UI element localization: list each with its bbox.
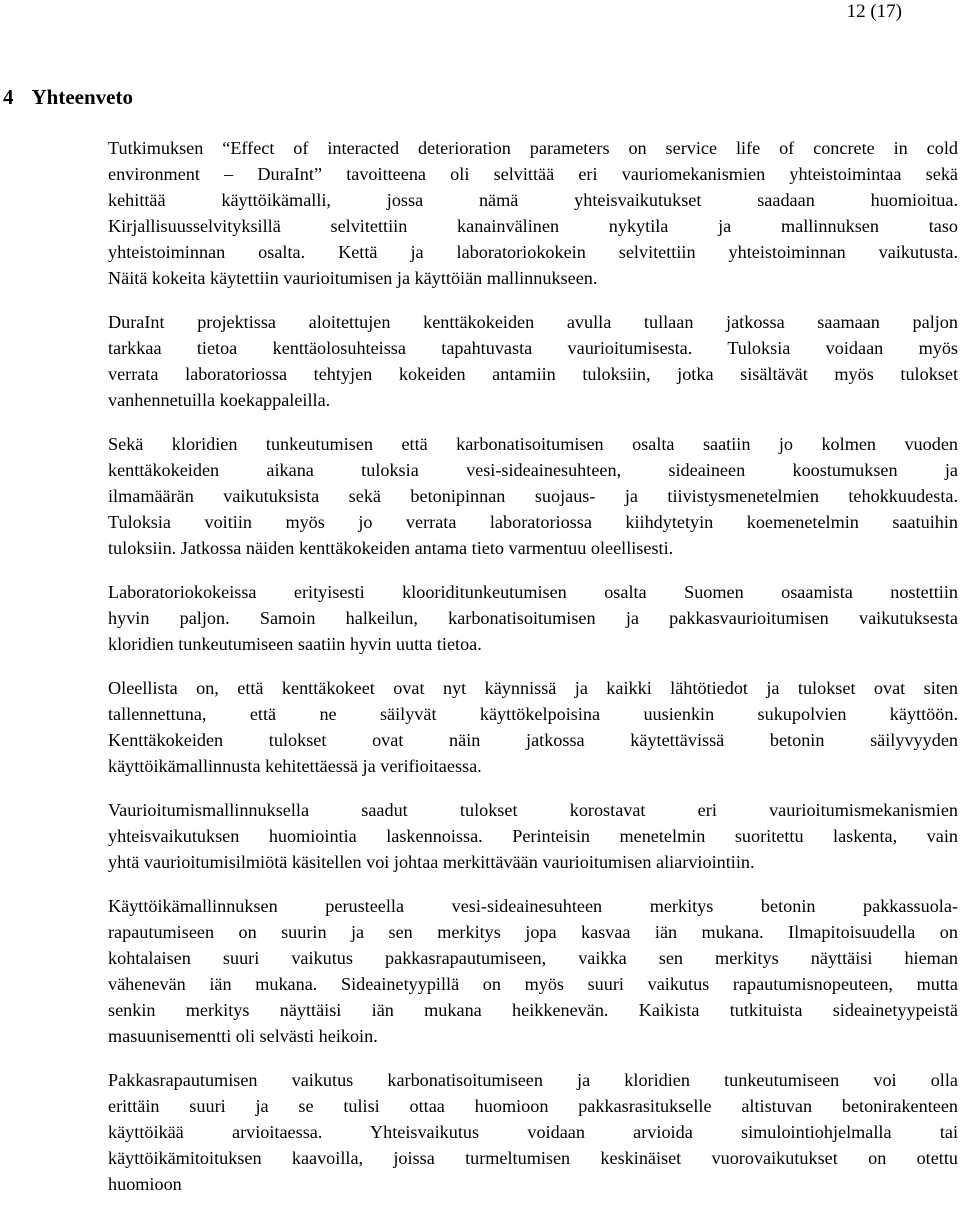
paragraph-line: DuraInt projektissa aloitettujen kenttäkokeiden avulla tullaan jatkossa saamaan paljon — [108, 312, 958, 332]
section-number: 4 — [3, 85, 14, 109]
paragraph-line: käyttöikämitoituksen kaavoilla, joissa turmeltumisen keskinäiset vuorovaikutukset on otettu — [108, 1148, 958, 1168]
paragraph-line: senkin merkitys näyttäisi iän mukana heikkenevän. Kaikista tutkituista sideainetyypeistä — [108, 1000, 958, 1020]
paragraph-line: yhteistoiminnan osalta. Kettä ja laboratoriokokein selvitettiin yhteistoiminnan vaikutusta. — [108, 242, 958, 262]
paragraph — [108, 309, 958, 413]
paragraph — [108, 579, 958, 657]
section-heading — [3, 84, 133, 110]
paragraph-line: käyttöikää arvioitaessa. Yhteisvaikutus voidaan arvioida simulointiohjelmalla tai — [108, 1122, 958, 1142]
paragraph-line: käyttöikämallinnusta kehitettäessä ja verifioitaessa. — [108, 756, 482, 776]
page-number: 12 (17) — [846, 1, 902, 22]
paragraph-line: rapautumiseen on suurin ja sen merkitys jopa kasvaa iän mukana. Ilmapitoisuudella on — [108, 922, 958, 942]
paragraph-line: tuloksiin. Jatkossa näiden kenttäkokeiden antama tieto varmentuu oleellisesti. — [108, 538, 674, 558]
paragraph-line: masuunisementti oli selvästi heikoin. — [108, 1026, 378, 1046]
paragraph — [108, 893, 958, 1049]
paragraph-line: vanhennetuilla koekappaleilla. — [108, 390, 331, 410]
paragraph-line: Kenttäkokeiden tulokset ovat näin jatkossa käytettävissä betonin säilyvyyden — [108, 730, 958, 750]
paragraph-line: Näitä kokeita käytettiin vaurioitumisen ja käyttöiän mallinnukseen. — [108, 268, 598, 288]
paragraph-line: Tuloksia voitiin myös jo verrata laboratoriossa kiihdytetyin koemenetelmin saatuihin — [108, 512, 958, 532]
paragraph-line: Oleellista on, että kenttäkokeet ovat nyt käynnissä ja kaikki lähtötiedot ja tulokset ovat siten — [108, 678, 958, 698]
paragraph-line: Sekä kloridien tunkeutumisen että karbonatisoitumisen osalta saatiin jo kolmen vuoden — [108, 434, 958, 454]
paragraph-line: Laboratoriokokeissa erityisesti klooriditunkeutumisen osalta Suomen osaamista nostettiin — [108, 582, 958, 602]
paragraph-line: ilmamäärän vaikutuksista sekä betonipinnan suojaus- ja tiivistysmenetelmien tehokkuudesta. — [108, 486, 958, 506]
paragraph-line: Vaurioitumismallinnuksella saadut tulokset korostavat eri vaurioitumismekanismien — [108, 800, 958, 820]
paragraph-line: environment – DuraInt” tavoitteena oli selvittää eri vauriomekanismien yhteistoimintaa sekä — [108, 164, 958, 184]
paragraph-line: Tutkimuksen “Effect of interacted deterioration parameters on service life of concrete in cold — [108, 138, 958, 158]
paragraph — [108, 1067, 958, 1197]
section-title: Yhteenveto — [31, 85, 133, 109]
paragraph-line: kloridien tunkeutumiseen saatiin hyvin uutta tietoa. — [108, 634, 482, 654]
paragraph — [108, 431, 958, 561]
paragraph-line: yhteisvaikutuksen huomiointia laskennoissa. Perinteisin menetelmin suoritettu laskenta, vain — [108, 826, 958, 846]
paragraph-line: tallennettuna, että ne säilyvät käyttökelpoisina uusienkin sukupolvien käyttöön. — [108, 704, 958, 724]
paragraph-line: yhtä vaurioitumisilmiötä käsitellen voi johtaa merkittävään vaurioitumisen aliarviointiin. — [108, 852, 755, 872]
paragraph-line: kehittää käyttöikämalli, jossa nämä yhteisvaikutukset saadaan huomioitua. — [108, 190, 958, 210]
paragraph-line: verrata laboratoriossa tehtyjen kokeiden antamiin tuloksiin, jotka sisältävät myös tulokset — [108, 364, 958, 384]
paragraph-line: erittäin suuri ja se tulisi ottaa huomioon pakkasrasitukselle altistuvan betonirakenteen — [108, 1096, 958, 1116]
paragraph-line: tarkkaa tietoa kenttäolosuhteissa tapahtuvasta vaurioitumisesta. Tuloksia voidaan myös — [108, 338, 958, 358]
paragraph — [108, 135, 958, 291]
paragraph-line: vähenevän iän mukana. Sideainetyypillä on myös suuri vaikutus rapautumisnopeuteen, mutta — [108, 974, 958, 994]
paragraph-line: Käyttöikämallinnuksen perusteella vesi-sideainesuhteen merkitys betonin pakkassuola- — [108, 896, 958, 916]
paragraph-line: Kirjallisuusselvityksillä selvitettiin kanainvälinen nykytila ja mallinnuksen taso — [108, 216, 958, 236]
paragraph-line: Pakkasrapautumisen vaikutus karbonatisoitumiseen ja kloridien tunkeutumiseen voi olla — [108, 1070, 958, 1090]
paragraph-line: hyvin paljon. Samoin halkeilun, karbonatisoitumisen ja pakkasvaurioitumisen vaikutuksesta — [108, 608, 958, 628]
paragraph-line: kohtalaisen suuri vaikutus pakkasrapautumiseen, vaikka sen merkitys näyttäisi hieman — [108, 948, 958, 968]
paragraph-line: kenttäkokeiden aikana tuloksia vesi-sideainesuhteen, sideaineen koostumuksen ja — [108, 460, 958, 480]
paragraph-line: huomioon — [108, 1174, 182, 1194]
paragraph — [108, 797, 958, 875]
body-text — [108, 135, 958, 1215]
paragraph — [108, 675, 958, 779]
